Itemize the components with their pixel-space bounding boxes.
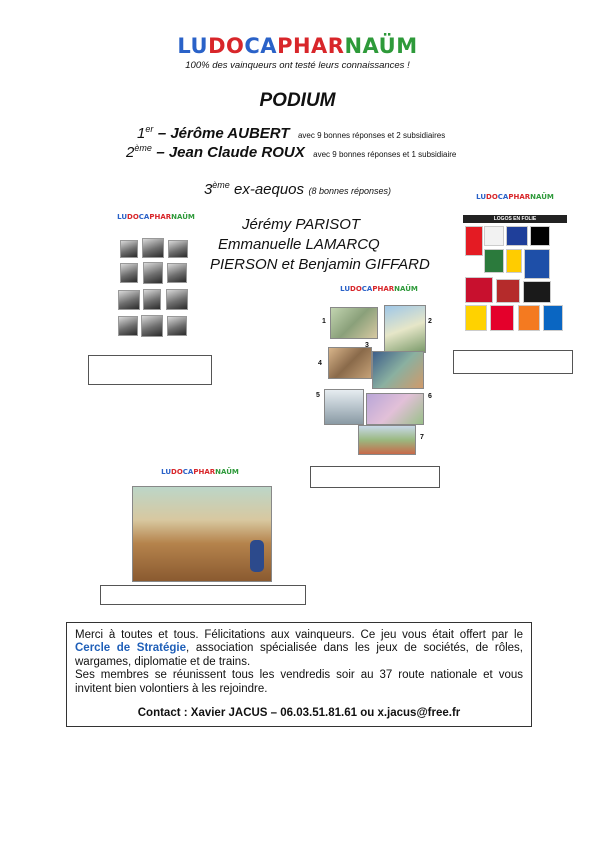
painting-1: [330, 307, 378, 339]
brand-logo: [543, 305, 563, 331]
brand-logo: [530, 226, 550, 246]
brand-logo: [490, 305, 514, 331]
painting-4: [328, 347, 372, 379]
second-place: 2ème – Jean Claude ROUX avec 9 bonnes réponses et 1 subsidiaire: [126, 143, 457, 161]
third-name-3: PIERSON et Benjamin GIFFARD: [210, 256, 430, 273]
comic-caption: [100, 585, 306, 605]
painting-number: 7: [420, 434, 424, 441]
brand-logo: [506, 249, 522, 273]
painting-6: [366, 393, 424, 425]
painting-3: [372, 351, 424, 389]
page-title: PODIUM: [259, 90, 336, 111]
ludocapharnaum-logo: LUDOCAPHARNAÜM: [177, 34, 418, 58]
portrait-photo: [143, 289, 161, 310]
painting-5: [324, 389, 364, 425]
brand-logo: [496, 279, 520, 303]
portrait-photo: [143, 262, 163, 284]
painting-7: [358, 425, 416, 455]
portrait-photo: [167, 316, 187, 336]
contact-line: Contact : Xavier JACUS – 06.03.51.81.61 ou x.jacus@free.fr: [137, 707, 461, 720]
brand-logo: [484, 249, 504, 273]
thanks-paragraph: Merci à toutes et tous. Félicitations aux vainqueurs. Ce jeu vous était offert par le Cercle de Stratégie, association spécialisée dans les jeux de sociétés, de rôles, wargames, diplomatie et de trains.: [75, 629, 524, 668]
portrait-photo: [166, 289, 188, 310]
logos-banner: LOGOS EN FOLIE: [463, 215, 567, 223]
portrait-photo: [167, 263, 187, 283]
mini-logo: LUDOCAPHARNAÜM: [161, 468, 239, 476]
brand-logo: [518, 305, 540, 331]
portrait-photo: [168, 240, 188, 258]
cercle-de-strategie-link[interactable]: Cercle de Stratégie: [75, 642, 187, 655]
brand-logo: [465, 305, 487, 331]
brand-logo: [465, 277, 493, 303]
portrait-photo: [120, 240, 138, 258]
paintings-caption: [310, 466, 440, 488]
painting-2: [384, 305, 426, 353]
painting-number: 4: [318, 360, 322, 367]
comic-character: [250, 540, 264, 572]
portrait-photo: [120, 263, 138, 283]
portrait-photo: [118, 290, 140, 310]
portrait-photo: [142, 238, 164, 258]
painting-number: 1: [322, 318, 326, 325]
meeting-paragraph: Ses membres se réunissent tous les vendredis soir au 37 route nationale et vous invitent bien volontiers à les rejoindre.: [75, 669, 523, 695]
mini-logo: LUDOCAPHARNAÜM: [117, 213, 195, 221]
painting-number: 3: [365, 342, 369, 349]
third-place-heading: 3ème ex-aequos (8 bonnes réponses): [203, 180, 392, 198]
third-name-1: Jérémy PARISOT: [242, 216, 361, 233]
portrait-photo: [141, 315, 163, 337]
thanks-box: [66, 622, 532, 727]
portrait-photo: [118, 316, 138, 336]
brand-logo: [523, 281, 551, 303]
painting-number: 6: [428, 393, 432, 400]
brand-logo: [524, 249, 550, 279]
logos-caption: [453, 350, 573, 374]
tagline: 100% des vainqueurs ont testé leurs connaissances !: [185, 60, 410, 71]
mini-logo: LUDOCAPHARNAÜM: [340, 285, 418, 293]
painting-number: 2: [428, 318, 432, 325]
brand-logo: [484, 226, 504, 246]
brand-logo: [465, 226, 483, 256]
brand-logo: [506, 226, 528, 246]
third-name-2: Emmanuelle LAMARCQ: [218, 236, 380, 253]
painting-number: 5: [316, 392, 320, 399]
first-place: 1er – Jérôme AUBERT avec 9 bonnes réponses et 2 subsidiaires: [137, 124, 446, 142]
portraits-caption: [88, 355, 212, 385]
mini-logo: LUDOCAPHARNAÜM: [476, 193, 554, 201]
